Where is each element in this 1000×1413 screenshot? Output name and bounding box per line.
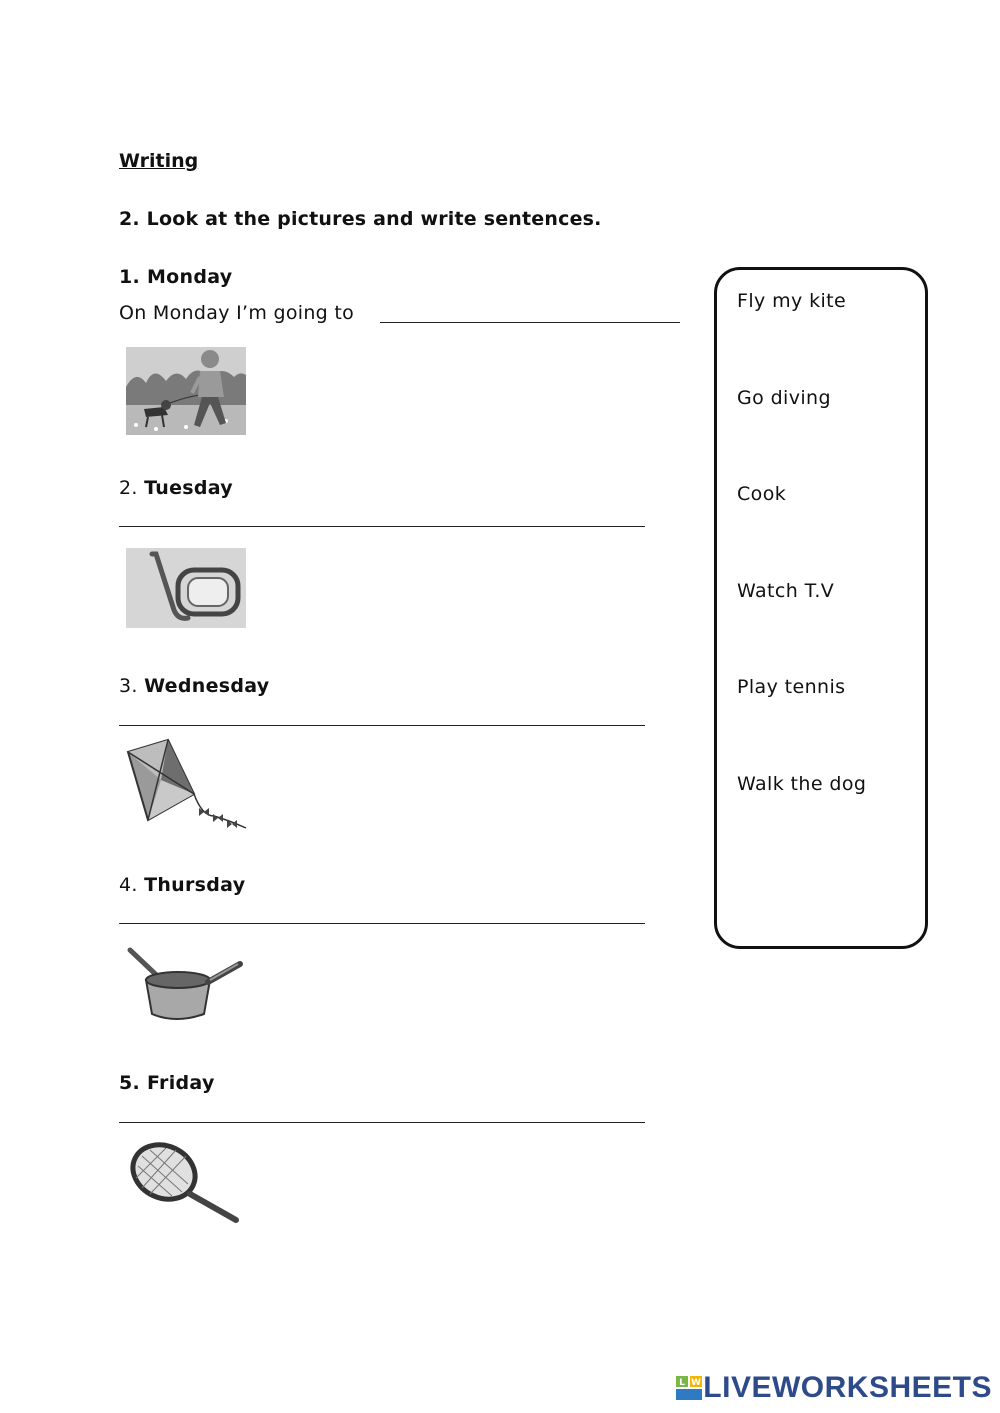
option-play-tennis: Play tennis: [737, 676, 846, 698]
logo-letter-w: W: [691, 1378, 702, 1388]
option-watch-tv: Watch T.V: [737, 580, 835, 602]
option-go-diving: Go diving: [737, 387, 831, 409]
exercise-instruction: 2. Look at the pictures and write sentences.: [119, 208, 602, 230]
option-cook: Cook: [737, 483, 787, 505]
option-fly-my-kite: Fly my kite: [737, 290, 847, 312]
liveworksheets-logo-icon: [675, 1375, 703, 1401]
option-walk-the-dog: Walk the dog: [737, 773, 867, 795]
liveworksheets-logo: [675, 1371, 992, 1405]
day-title-thursday: 4. Thursday: [119, 874, 246, 896]
word-bank-box: [714, 267, 928, 949]
answer-line-wednesday[interactable]: [119, 725, 645, 726]
example-sentence: On Monday I’m going to: [119, 302, 355, 324]
day-title-friday: 5. Friday: [119, 1072, 215, 1094]
snorkel-mask-picture: [126, 548, 246, 628]
day-title-monday: 1. Monday: [119, 266, 233, 288]
kite-picture: [124, 736, 248, 836]
logo-letter-l: L: [679, 1378, 686, 1388]
answer-line-friday[interactable]: [119, 1122, 645, 1123]
walking-dog-picture: [126, 347, 246, 435]
cooking-pot-picture: [124, 944, 248, 1024]
page-heading: Writing: [119, 150, 199, 172]
answer-line-tuesday[interactable]: [119, 526, 645, 527]
footer-brand-text: LIVEWORKSHEETS: [703, 1371, 992, 1404]
day-title-tuesday: 2. Tuesday: [119, 477, 233, 499]
day-title-wednesday: 3. Wednesday: [119, 675, 270, 697]
answer-line-monday[interactable]: [380, 322, 680, 323]
tennis-racket-picture: [126, 1140, 246, 1226]
answer-line-thursday[interactable]: [119, 923, 645, 924]
